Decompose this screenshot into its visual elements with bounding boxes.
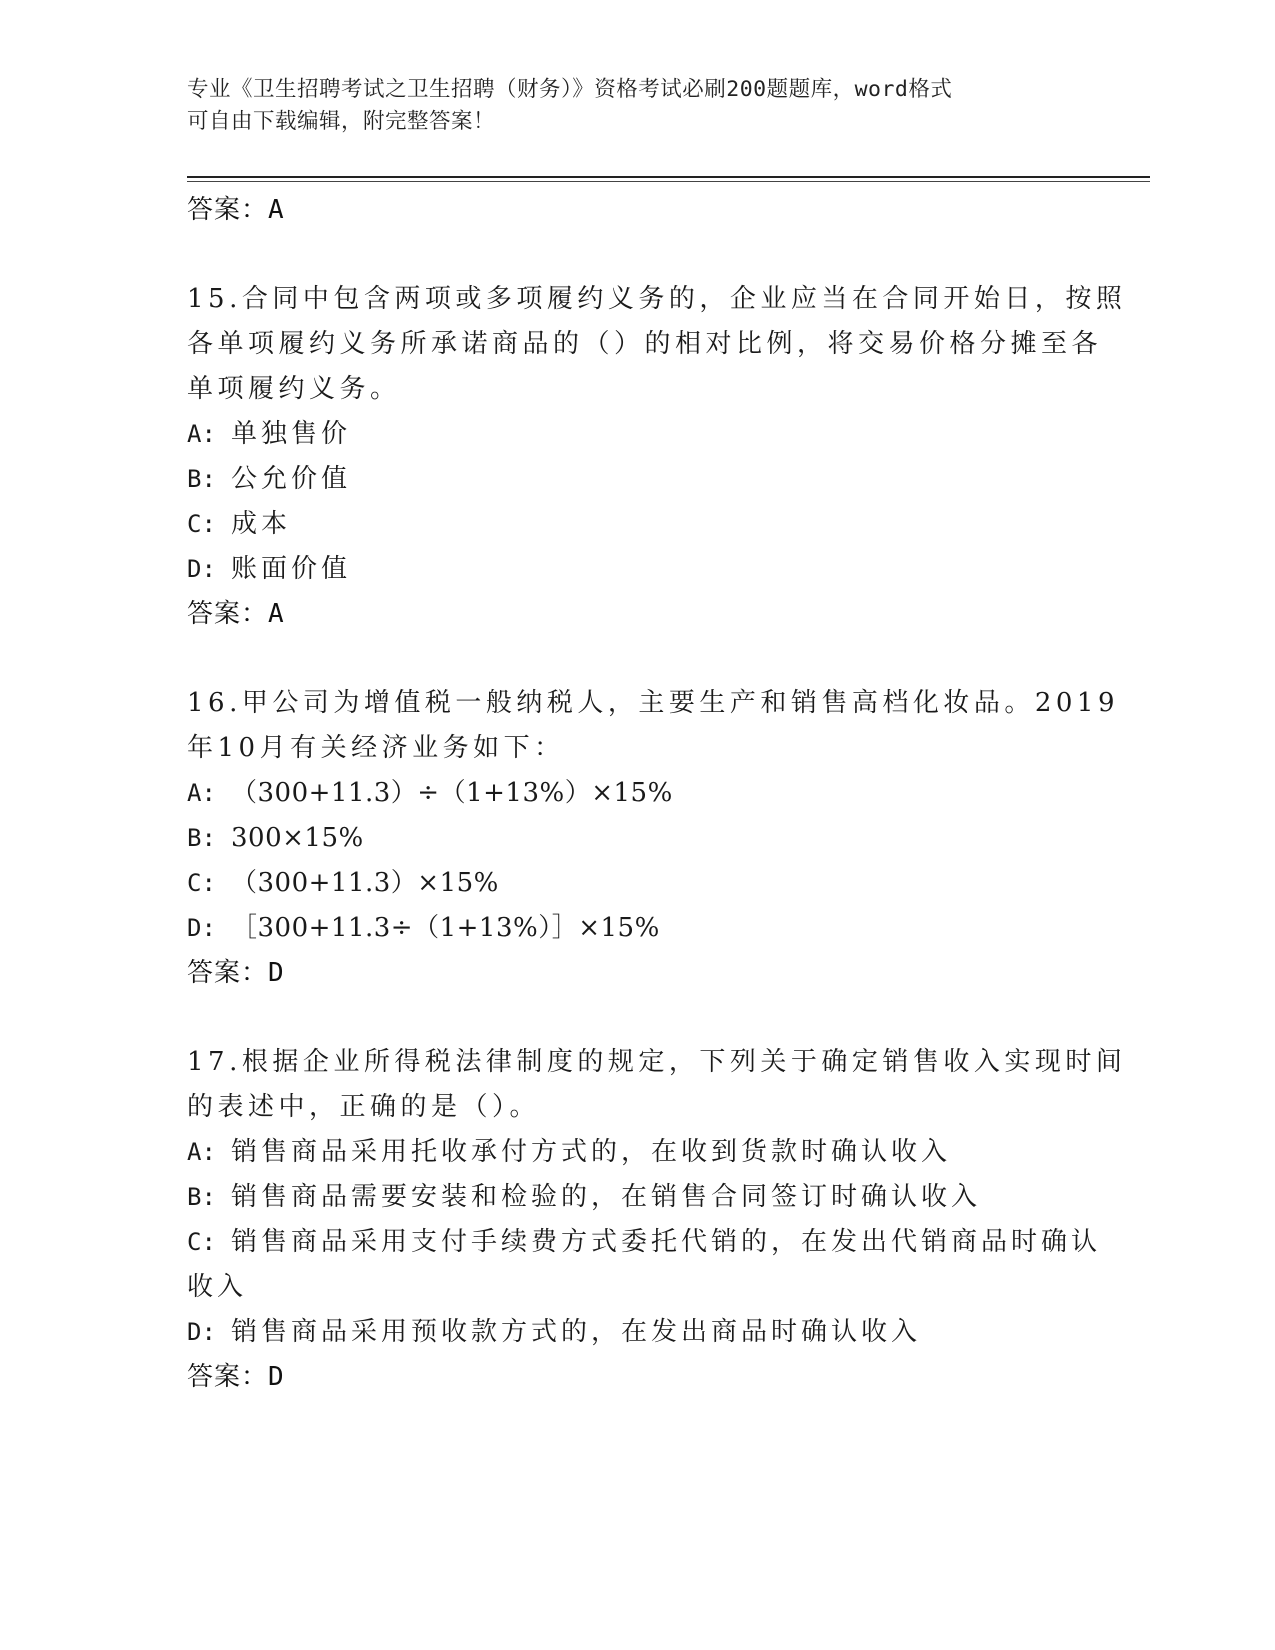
question-text-line: 年10月有关经济业务如下：	[187, 733, 565, 763]
option-key: D:	[187, 914, 216, 942]
option-text: 销售商品采用托收承付方式的，在收到货款时确认收入	[231, 1137, 952, 1167]
option-d	[187, 547, 1087, 592]
option-text: 销售商品需要安装和检验的，在销售合同签订时确认收入	[231, 1182, 982, 1212]
answer-label: 答案：	[187, 599, 269, 629]
header-divider-thin	[187, 181, 1150, 182]
question-text-line: 16.甲公司为增值税一般纳税人，主要生产和销售高档化妆品。2019	[187, 688, 1120, 718]
option-c	[187, 1220, 1102, 1310]
question-text-line: 的表述中，正确的是（）。	[187, 1092, 541, 1122]
page-header	[187, 74, 1067, 138]
answer-value: A	[268, 195, 285, 225]
option-text: 300×15%	[231, 823, 364, 853]
option-key: C:	[187, 1228, 216, 1256]
option-text: 单独售价	[231, 419, 352, 449]
header-divider	[187, 176, 1150, 178]
answer-value: D	[268, 1362, 285, 1392]
option-d	[187, 906, 1087, 951]
option-key: C:	[187, 869, 216, 897]
answer-label: 答案：	[187, 195, 269, 225]
option-a	[187, 412, 1087, 457]
option-key: D:	[187, 555, 216, 583]
header-line-2: 可自由下载编辑，附完整答案！	[187, 109, 496, 134]
option-key: C:	[187, 510, 216, 538]
option-a	[187, 1130, 1087, 1175]
option-text: 销售商品采用支付手续费方式委托代销的，在发出代销商品时确认	[231, 1227, 1102, 1257]
option-text: 成本	[231, 509, 292, 539]
document-body	[187, 188, 1127, 1400]
header-line-1: 专业《卫生招聘考试之卫生招聘（财务）》资格考试必刷200题题库，word格式	[187, 77, 953, 102]
option-c	[187, 861, 1087, 906]
question-17	[187, 1040, 1127, 1400]
answer-line	[187, 592, 1087, 637]
option-a	[187, 771, 1087, 816]
option-b	[187, 457, 1087, 502]
option-text: ［300+11.3÷（1+13%）］×15%	[231, 913, 660, 943]
option-key: A:	[187, 420, 216, 448]
answer-label: 答案：	[187, 1362, 269, 1392]
answer-label: 答案：	[187, 958, 269, 988]
answer-line	[187, 1355, 1087, 1400]
option-text-continuation: 收入	[187, 1272, 248, 1302]
option-key: D:	[187, 1318, 216, 1346]
option-text: （300+11.3）×15%	[231, 868, 499, 898]
option-key: A:	[187, 1138, 216, 1166]
answer-line	[187, 188, 1087, 233]
option-text: 销售商品采用预收款方式的，在发出商品时确认收入	[231, 1317, 922, 1347]
question-15	[187, 277, 1127, 637]
option-key: B:	[187, 465, 216, 493]
option-text: 账面价值	[231, 554, 352, 584]
option-text: （300+11.3）÷（1+13%）×15%	[231, 778, 673, 808]
question-text-line: 各单项履约义务所承诺商品的（）的相对比例，将交易价格分摊至各	[187, 329, 1103, 359]
option-text: 公允价值	[231, 464, 352, 494]
option-key: B:	[187, 824, 216, 852]
option-c	[187, 502, 1087, 547]
option-key: A:	[187, 779, 216, 807]
option-d	[187, 1310, 1087, 1355]
question-text-line: 17.根据企业所得税法律制度的规定，下列关于确定销售收入实现时间	[187, 1047, 1127, 1077]
option-b	[187, 816, 1087, 861]
option-b	[187, 1175, 1087, 1220]
question-16	[187, 681, 1120, 996]
question-text-line: 15.合同中包含两项或多项履约义务的，企业应当在合同开始日，按照	[187, 284, 1127, 314]
answer-value: D	[268, 958, 285, 988]
answer-line	[187, 951, 1087, 996]
option-key: B:	[187, 1183, 216, 1211]
question-text-line: 单项履约义务。	[187, 374, 401, 404]
answer-value: A	[268, 599, 285, 629]
